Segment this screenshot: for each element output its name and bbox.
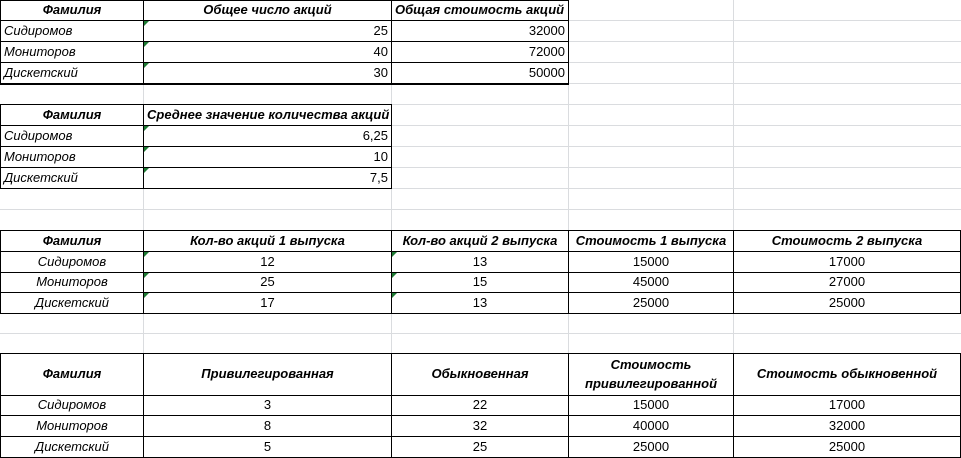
cell-surname[interactable]: Мониторов — [0, 415, 144, 437]
cell-ordinary[interactable]: 32 — [391, 415, 569, 437]
error-indicator-icon — [392, 252, 397, 257]
header-cell-ordinary[interactable]: Обыкновенная — [391, 353, 569, 396]
cell-preferred[interactable]: 3 — [143, 395, 392, 416]
header-cell-preferred[interactable]: Привилегированная — [143, 353, 392, 396]
error-indicator-icon — [392, 273, 397, 278]
header-cell-surname[interactable]: Фамилия — [0, 104, 144, 126]
error-indicator-icon — [144, 252, 149, 257]
cell-surname[interactable]: Дискетский — [0, 292, 144, 314]
cell-preferred[interactable]: 8 — [143, 415, 392, 437]
cell-ordinary[interactable]: 25 — [391, 436, 569, 458]
header-cell-total-value[interactable]: Общая стоимость акций — [391, 0, 569, 21]
cell-preferred[interactable]: 5 — [143, 436, 392, 458]
error-indicator-icon — [144, 126, 149, 131]
header-cell-cost-issue-1[interactable]: Стоимость 1 выпуска — [568, 230, 734, 253]
cell-shares[interactable]: 25 — [143, 20, 392, 42]
cell-cost-2[interactable]: 27000 — [733, 272, 961, 293]
error-indicator-icon — [144, 147, 149, 152]
gridline — [0, 333, 961, 334]
header-cell-surname[interactable]: Фамилия — [0, 0, 144, 21]
cell-surname[interactable]: Сидиромов — [0, 125, 144, 147]
error-indicator-icon — [392, 293, 397, 298]
cell-shares[interactable]: 40 — [143, 41, 392, 63]
cell-qty-1[interactable]: 12 — [143, 251, 392, 273]
cell-qty-1[interactable]: 25 — [143, 272, 392, 293]
header-cell-average[interactable]: Среднее значение количества акций — [143, 104, 392, 126]
header-cell-qty-issue-2[interactable]: Кол-во акций 2 выпуска — [391, 230, 569, 253]
cell-average[interactable]: 7,5 — [143, 167, 392, 189]
cell-surname[interactable]: Сидиромов — [0, 251, 144, 273]
cell-value[interactable]: 50000 — [391, 62, 569, 85]
cell-shares[interactable]: 30 — [143, 62, 392, 85]
header-cell-preferred-cost[interactable]: Стоимость привилегированной — [568, 353, 734, 396]
cell-average[interactable]: 10 — [143, 146, 392, 168]
cell-value[interactable]: 72000 — [391, 41, 569, 63]
cell-ordinary[interactable]: 22 — [391, 395, 569, 416]
cell-qty-2[interactable]: 13 — [391, 251, 569, 273]
cell-surname[interactable]: Мониторов — [0, 146, 144, 168]
header-cell-qty-issue-1[interactable]: Кол-во акций 1 выпуска — [143, 230, 392, 253]
cell-preferred-cost[interactable]: 25000 — [568, 436, 734, 458]
cell-preferred-cost[interactable]: 15000 — [568, 395, 734, 416]
cell-cost-1[interactable]: 15000 — [568, 251, 734, 273]
cell-surname[interactable]: Дискетский — [0, 436, 144, 458]
error-indicator-icon — [144, 21, 149, 26]
cell-ordinary-cost[interactable]: 17000 — [733, 395, 961, 416]
cell-surname[interactable]: Сидиромов — [0, 395, 144, 416]
error-indicator-icon — [144, 42, 149, 47]
cell-average[interactable]: 6,25 — [143, 125, 392, 147]
cell-ordinary-cost[interactable]: 25000 — [733, 436, 961, 458]
header-cell-surname[interactable]: Фамилия — [0, 230, 144, 253]
cell-qty-2[interactable]: 15 — [391, 272, 569, 293]
error-indicator-icon — [144, 63, 149, 68]
header-cell-surname[interactable]: Фамилия — [0, 353, 144, 396]
gridline — [0, 209, 961, 210]
cell-surname[interactable]: Сидиромов — [0, 20, 144, 42]
cell-surname[interactable]: Мониторов — [0, 41, 144, 63]
cell-value[interactable]: 32000 — [391, 20, 569, 42]
cell-preferred-cost[interactable]: 40000 — [568, 415, 734, 437]
cell-cost-2[interactable]: 25000 — [733, 292, 961, 314]
cell-surname[interactable]: Мониторов — [0, 272, 144, 293]
cell-qty-2[interactable]: 13 — [391, 292, 569, 314]
cell-cost-1[interactable]: 25000 — [568, 292, 734, 314]
cell-qty-1[interactable]: 17 — [143, 292, 392, 314]
error-indicator-icon — [144, 293, 149, 298]
cell-surname[interactable]: Дискетский — [0, 62, 144, 85]
header-cell-cost-issue-2[interactable]: Стоимость 2 выпуска — [733, 230, 961, 253]
error-indicator-icon — [144, 273, 149, 278]
cell-cost-2[interactable]: 17000 — [733, 251, 961, 273]
cell-ordinary-cost[interactable]: 32000 — [733, 415, 961, 437]
cell-cost-1[interactable]: 45000 — [568, 272, 734, 293]
header-cell-total-shares[interactable]: Общее число акций — [143, 0, 392, 21]
error-indicator-icon — [144, 168, 149, 173]
header-cell-ordinary-cost[interactable]: Стоимость обыкновенной — [733, 353, 961, 396]
cell-surname[interactable]: Дискетский — [0, 167, 144, 189]
